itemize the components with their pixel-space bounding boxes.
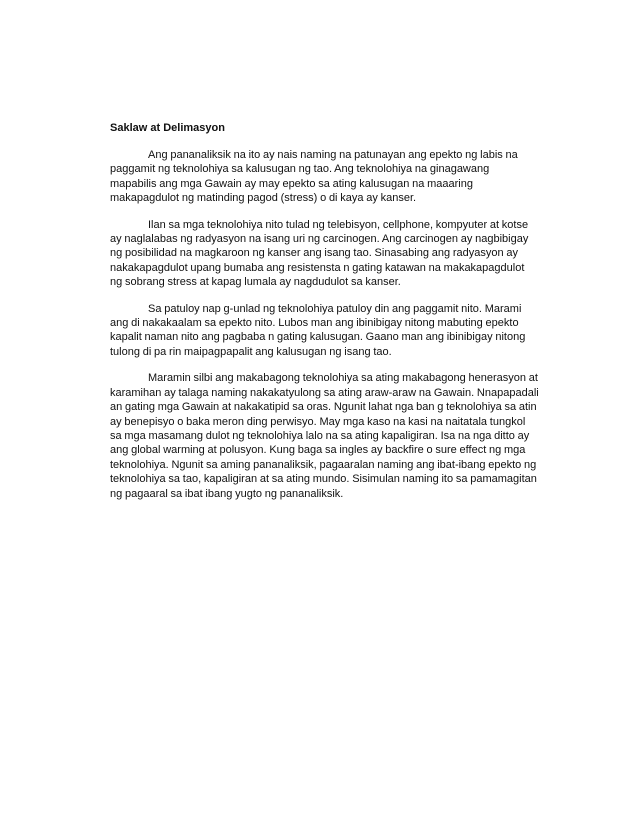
paragraph-line: nakakapagdulot upang bumaba ang resistensta n gating katawan na makakapagdulot (110, 261, 525, 274)
paragraph-line: ng sobrang stress at kapag lumala ay nagdudulot sa kanser. (110, 276, 401, 289)
paragraph-line: ay benepisyo o baka meron ding perwisyo. May mga kaso na kasi na naitatala tungkol (110, 415, 526, 428)
paragraph-line: ng pagaaral sa ibat ibang yugto ng pananaliksik. (110, 487, 344, 500)
paragraph-2 (110, 218, 565, 290)
paragraph-line: ang global warming at polusyon. Kung baga sa ingles ay backfire o sure effect ng mga (110, 444, 526, 457)
paragraph-line: Sa patuloy nap g-unlad ng teknolohiya patuloy din ang paggamit nito. Marami (148, 302, 522, 315)
paragraph-line: Ilan sa mga teknolohiya nito tulad ng telebisyon, cellphone, kompyuter at kotse (148, 218, 529, 231)
paragraph-line: an gating mga Gawain at nakakatipid sa oras. Ngunit lahat nga ban g teknolohiya sa atin (110, 401, 537, 414)
section-heading: Saklaw at Delimasyon (110, 122, 225, 134)
paragraph-line: Ang pananaliksik na ito ay nais naming na patunayan ang epekto ng labis na (148, 149, 518, 161)
paragraph-1 (110, 148, 565, 206)
paragraph-line: mapabilis ang mga Gawain ay may epekto sa ating kalusugan na maaaring (110, 177, 473, 190)
paragraph-line: teknolohiya sa tao, kapaligiran at sa ating mundo. Sisimulan naming ito sa pamamagitan (110, 473, 537, 486)
paragraph-line: kapalit naman nito ang pagbaba n gating kalusugan. Gaano man ang ibinibigay nitong (110, 331, 526, 344)
paragraph-3 (110, 302, 565, 360)
paragraph-line: ay naglalabas ng radyasyon na isang uri ng carcinogen. Ang carcinogen ay nagbibigay (110, 233, 529, 246)
paragraph-line: ng posibilidad na magkaroon ng kanser ang isang tao. Sinasabing ang radyasyon ay (110, 247, 518, 260)
paragraph-line: paggamit ng teknolohiya sa kalusugan ng tao. Ang teknolohiya na ginagawang (110, 163, 490, 176)
paragraph-line: Maramin silbi ang makabagong teknolohiya sa ating makabagong henerasyon at (148, 372, 538, 385)
document-body (110, 121, 565, 513)
paragraph-4 (110, 371, 565, 501)
paragraph-line: sa mga masamang dulot ng teknolohiya lalo na sa ating kapaligiran. Isa na nga ditto ay (110, 429, 530, 442)
paragraph-line: makapagdulot ng matinding pagod (stress) o di kaya ay kanser. (110, 192, 417, 205)
paragraph-line: teknolohiya. Ngunit sa aming pananaliksik, pagaaralan naming ang ibat-ibang epekto ng (110, 458, 537, 471)
paragraph-line: tulong di pa rin maipagpapalit ang kalusugan ng isang tao. (110, 345, 392, 358)
paragraph-line: ang di nakakaalam sa epekto nito. Lubos man ang ibinibigay nitong mabuting epekto (110, 317, 519, 330)
paragraph-line: karamihan ay talaga naming nakakatyulong sa ating araw-araw na Gawain. Nnapapadali (110, 386, 539, 399)
